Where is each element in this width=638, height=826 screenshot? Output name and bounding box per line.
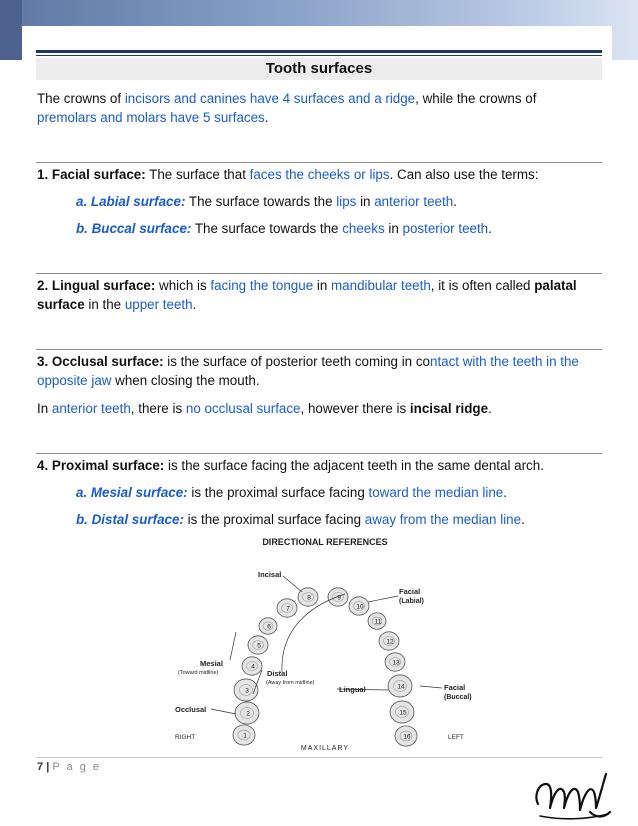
subitem-label: a. Mesial surface: xyxy=(76,485,188,500)
tooth-8 xyxy=(298,588,318,606)
mesial-surface-item xyxy=(76,483,596,502)
footer-rule xyxy=(36,757,602,758)
highlight-text: anterior teeth xyxy=(51,401,131,416)
body-text: . Can also use the terms: xyxy=(389,167,539,182)
tooth-7 xyxy=(277,599,297,617)
body-text: when closing the mouth. xyxy=(111,373,260,388)
buccal-surface-item xyxy=(76,219,596,238)
highlight-text: faces the cheeks or lips xyxy=(249,167,390,182)
tooth-arch xyxy=(233,588,417,746)
figure-title: DIRECTIONAL REFERENCES xyxy=(262,537,388,547)
page-number: 7 xyxy=(37,761,44,773)
label-left: LEFT xyxy=(448,734,464,741)
label-lingual: Lingual xyxy=(339,685,366,694)
section-divider xyxy=(36,273,602,274)
subitem-label: b. Distal surface: xyxy=(76,512,184,527)
label-facial-buccal-sub: (Buccal) xyxy=(444,694,472,701)
tooth-11 xyxy=(368,613,386,630)
tooth-number: 11 xyxy=(374,618,382,626)
labial-surface-item xyxy=(76,192,596,211)
body-text: in the xyxy=(84,297,125,312)
tooth-1 xyxy=(233,725,255,745)
label-facial-labial: Facial xyxy=(399,587,421,596)
diagram-labels xyxy=(175,570,472,752)
highlight-text: away from the median line xyxy=(364,512,522,527)
section-heading: 2. Lingual surface: xyxy=(37,278,156,293)
highlight-text: no occlusal surface xyxy=(185,401,301,416)
section-divider xyxy=(36,349,602,350)
body-text: is the proximal surface facing xyxy=(183,512,365,527)
section-heading: 3. Occlusal surface: xyxy=(37,354,164,369)
label-right: RIGHT xyxy=(175,734,196,741)
body-text: . xyxy=(521,512,525,527)
occlusal-note-paragraph xyxy=(37,399,597,418)
tooth-number: 2 xyxy=(246,710,250,718)
tooth-number: 16 xyxy=(403,733,411,741)
body-text: , it is often called xyxy=(430,278,535,293)
intro-text: , while the crowns of xyxy=(415,91,537,106)
tooth-5 xyxy=(248,636,268,654)
highlight-text: posterior teeth xyxy=(402,221,489,236)
lingual-surface-paragraph xyxy=(37,276,597,314)
body-text: The surface towards the xyxy=(191,221,343,236)
bold-term: palatal surface xyxy=(37,278,577,312)
tooth-10 xyxy=(349,597,369,615)
section-heading: 1. Facial surface: xyxy=(37,167,146,182)
page-footer xyxy=(37,761,101,773)
highlight-text: lips xyxy=(336,194,357,209)
body-text: in xyxy=(356,194,375,209)
tooth-12 xyxy=(379,632,399,650)
body-text: In xyxy=(37,401,52,416)
body-text: which is xyxy=(155,278,211,293)
highlight-text: upper teeth xyxy=(124,297,193,312)
subitem-label: a. Labial surface: xyxy=(76,194,186,209)
body-text: is the surface of posterior teeth coming in co xyxy=(163,354,430,369)
highlight-text: cheeks xyxy=(342,221,385,236)
tooth-number: 9 xyxy=(337,594,341,602)
footer-page-word: P a g e xyxy=(52,761,101,773)
header-rule-thin xyxy=(36,55,602,56)
section-divider xyxy=(36,162,602,163)
distal-surface-item xyxy=(76,510,596,529)
body-text: in xyxy=(384,221,403,236)
body-text: . xyxy=(503,485,507,500)
tooth-number: 4 xyxy=(251,663,255,671)
body-text: . xyxy=(453,194,457,209)
body-text: . xyxy=(488,221,492,236)
intro-highlight: incisors and canines have 4 surfaces and a ridge xyxy=(124,91,416,106)
body-text: , however there is xyxy=(300,401,410,416)
tooth-number: 15 xyxy=(399,709,407,717)
proximal-surface-paragraph xyxy=(37,456,597,475)
page-title: Tooth surfaces xyxy=(36,58,602,80)
label-facial-buccal: Facial xyxy=(444,683,466,692)
label-maxillary: MAXILLARY xyxy=(300,745,350,752)
body-text: , there is xyxy=(130,401,186,416)
body-text: is the proximal surface facing xyxy=(187,485,369,500)
signature-logo xyxy=(530,762,614,822)
dental-arch-diagram xyxy=(170,532,490,754)
intro-paragraph xyxy=(37,89,597,127)
label-distal: Distal xyxy=(267,669,288,678)
highlight-text: mandibular teeth xyxy=(331,278,431,293)
footer-separator: | xyxy=(46,761,50,773)
label-incisal: Incisal xyxy=(258,570,282,579)
tooth-6 xyxy=(259,618,277,635)
occlusal-surface-paragraph xyxy=(37,352,597,390)
tooth-number: 5 xyxy=(257,642,261,650)
body-text: . xyxy=(488,401,492,416)
tooth-number: 1 xyxy=(243,732,247,740)
tooth-15 xyxy=(390,701,414,723)
intro-text: The crowns of xyxy=(37,91,125,106)
tooth-number: 6 xyxy=(267,623,271,631)
body-text: is the surface facing the adjacent teeth in the same dental arch. xyxy=(164,458,544,473)
tooth-14 xyxy=(388,675,412,697)
label-mesial-sub: (Toward midline) xyxy=(178,670,219,676)
highlight-text: facing the tongue xyxy=(210,278,314,293)
tooth-16 xyxy=(395,726,417,746)
intro-text: . xyxy=(264,110,269,125)
subitem-label: b. Buccal surface: xyxy=(76,221,192,236)
section-divider xyxy=(36,453,602,454)
body-text: . xyxy=(192,297,197,312)
bold-term: incisal ridge xyxy=(409,401,489,416)
tooth-number: 8 xyxy=(307,594,311,602)
highlight-text: ntact with the teeth in the opposite jaw xyxy=(37,354,579,388)
tooth-number: 7 xyxy=(286,605,290,613)
label-occlusal: Occlusal xyxy=(175,705,207,714)
intro-highlight: premolars and molars have 5 surfaces xyxy=(37,110,265,125)
tooth-number: 14 xyxy=(397,683,405,691)
label-mesial: Mesial xyxy=(200,659,223,668)
highlight-text: anterior teeth xyxy=(374,194,454,209)
tooth-2 xyxy=(235,702,259,724)
header-rule-thick xyxy=(36,50,602,53)
body-text: The surface that xyxy=(145,167,250,182)
highlight-text: toward the median line xyxy=(368,485,504,500)
tooth-4 xyxy=(242,657,262,675)
section-heading: 4. Proximal surface: xyxy=(37,458,165,473)
tooth-13 xyxy=(385,653,405,671)
tooth-number: 12 xyxy=(386,638,394,646)
facial-surface-paragraph xyxy=(37,165,597,184)
header-corner-block xyxy=(0,0,22,60)
label-distal-sub: (Away from midline) xyxy=(266,680,315,686)
label-facial-labial-sub: (Labial) xyxy=(399,598,424,605)
body-text: in xyxy=(313,278,332,293)
tooth-number: 3 xyxy=(245,687,249,695)
tooth-number: 10 xyxy=(356,603,364,611)
body-text: The surface towards the xyxy=(185,194,337,209)
tooth-9 xyxy=(328,588,348,606)
tooth-number: 13 xyxy=(392,659,400,667)
